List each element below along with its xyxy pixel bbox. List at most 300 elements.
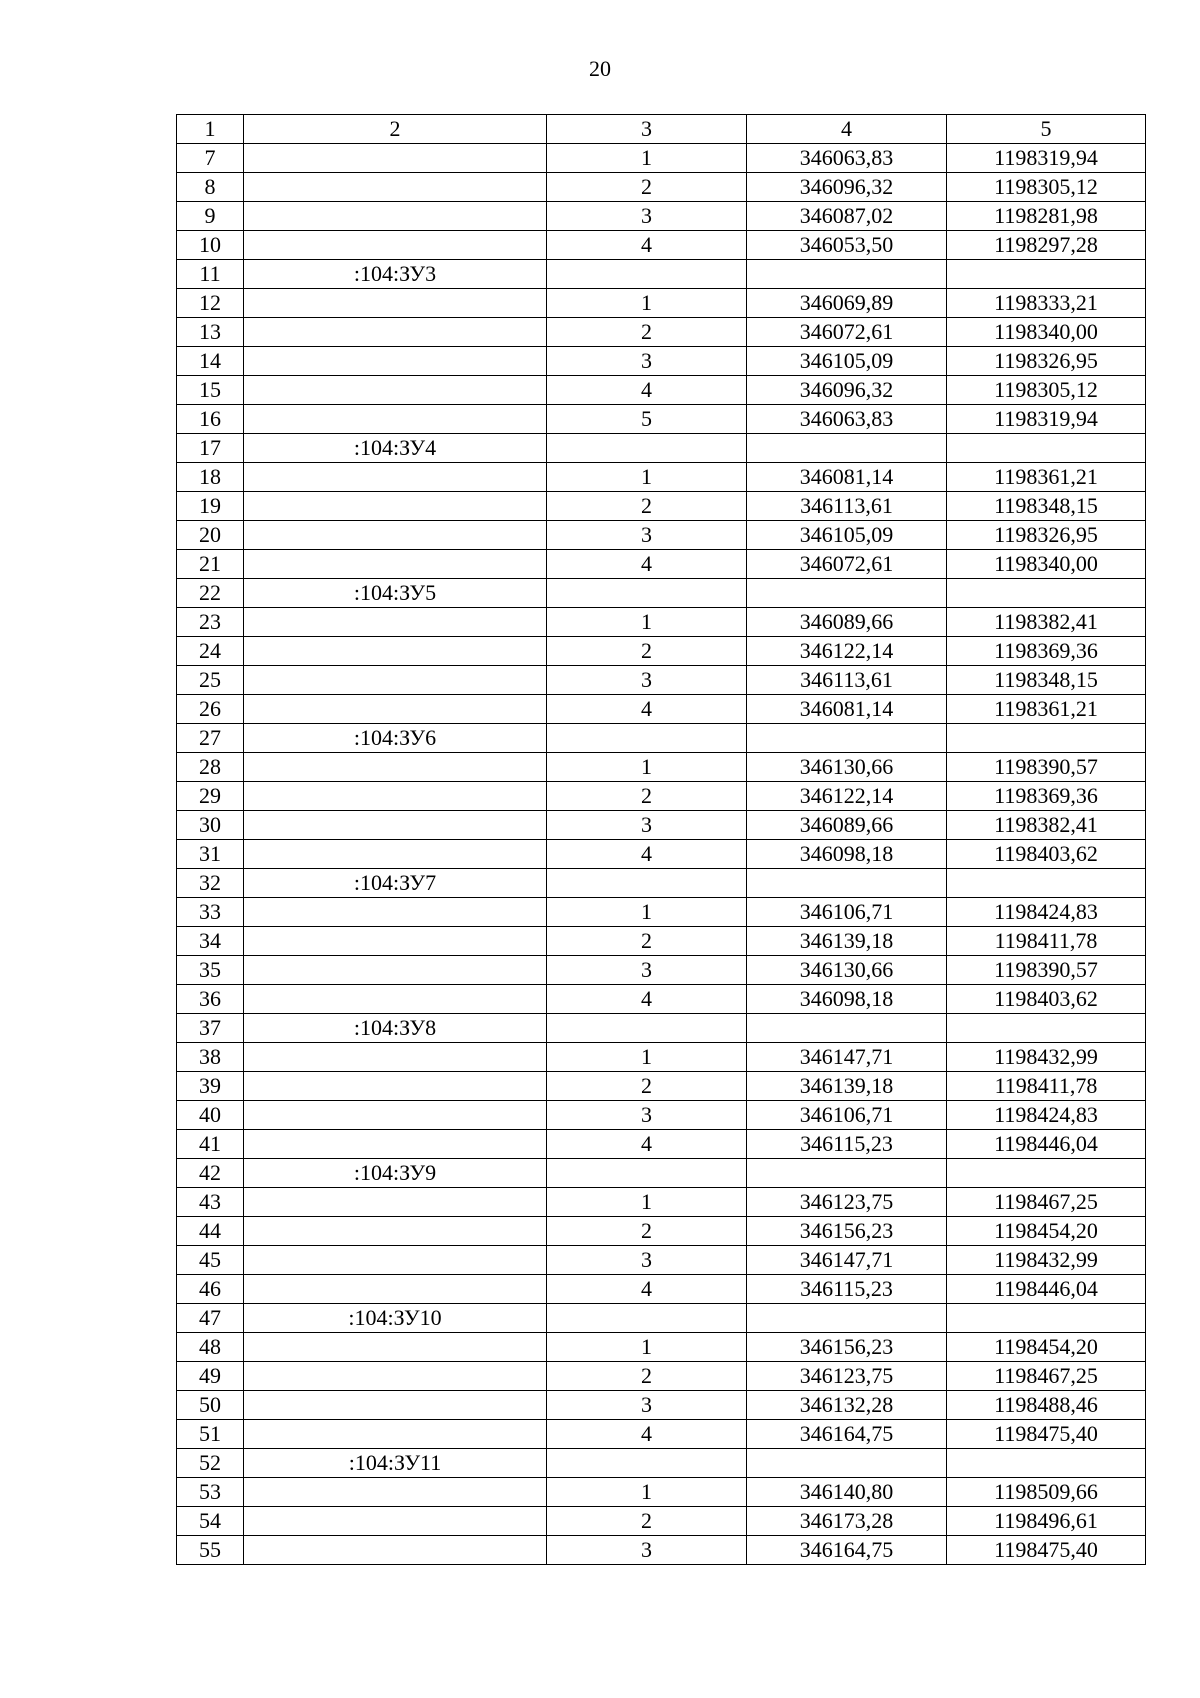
coordinate-x-cell: 346096,32 (747, 376, 947, 405)
coordinate-y-cell: 1198297,28 (947, 231, 1146, 260)
point-number-cell: 4 (547, 695, 747, 724)
table-row (177, 1275, 1146, 1304)
column-header-3: 3 (547, 115, 747, 144)
parcel-label-cell (244, 927, 547, 956)
column-header-4: 4 (747, 115, 947, 144)
coordinate-x-cell: 346072,61 (747, 550, 947, 579)
row-index-cell: 51 (177, 1420, 244, 1449)
table-row (177, 1072, 1146, 1101)
point-number-cell (547, 724, 747, 753)
table-row (177, 898, 1146, 927)
coordinate-x-cell: 346123,75 (747, 1188, 947, 1217)
coordinate-x-cell: 346140,80 (747, 1478, 947, 1507)
coordinate-x-cell: 346139,18 (747, 1072, 947, 1101)
row-index-cell: 40 (177, 1101, 244, 1130)
point-number-cell: 3 (547, 1536, 747, 1565)
parcel-label-cell (244, 376, 547, 405)
row-index-cell: 47 (177, 1304, 244, 1333)
table-row (177, 753, 1146, 782)
coordinate-y-cell: 1198305,12 (947, 376, 1146, 405)
coordinate-y-cell (947, 1159, 1146, 1188)
table-row (177, 1391, 1146, 1420)
row-index-cell: 32 (177, 869, 244, 898)
row-index-cell: 16 (177, 405, 244, 434)
row-index-cell: 8 (177, 173, 244, 202)
coordinate-x-cell: 346156,23 (747, 1217, 947, 1246)
table-row (177, 1217, 1146, 1246)
coordinate-y-cell: 1198348,15 (947, 666, 1146, 695)
coordinate-y-cell: 1198361,21 (947, 695, 1146, 724)
row-index-cell: 26 (177, 695, 244, 724)
table-row (177, 1101, 1146, 1130)
coordinate-y-cell: 1198382,41 (947, 608, 1146, 637)
parcel-label-cell (244, 405, 547, 434)
coordinate-y-cell: 1198369,36 (947, 637, 1146, 666)
coordinate-y-cell (947, 260, 1146, 289)
coordinate-y-cell: 1198403,62 (947, 840, 1146, 869)
row-index-cell: 48 (177, 1333, 244, 1362)
parcel-label-cell (244, 1217, 547, 1246)
parcel-label-cell: :104:ЗУ7 (244, 869, 547, 898)
row-index-cell: 24 (177, 637, 244, 666)
coordinate-x-cell (747, 1014, 947, 1043)
coordinate-x-cell: 346123,75 (747, 1362, 947, 1391)
parcel-label-cell (244, 840, 547, 869)
point-number-cell: 3 (547, 521, 747, 550)
coordinate-y-cell: 1198446,04 (947, 1130, 1146, 1159)
table-row (177, 956, 1146, 985)
coordinate-x-cell: 346105,09 (747, 347, 947, 376)
parcel-label-cell (244, 1130, 547, 1159)
point-number-cell: 3 (547, 1246, 747, 1275)
coordinate-x-cell: 346063,83 (747, 144, 947, 173)
point-number-cell: 2 (547, 1072, 747, 1101)
coordinate-y-cell: 1198446,04 (947, 1275, 1146, 1304)
coordinate-y-cell: 1198340,00 (947, 318, 1146, 347)
coordinate-y-cell: 1198424,83 (947, 898, 1146, 927)
row-index-cell: 42 (177, 1159, 244, 1188)
coordinate-y-cell: 1198369,36 (947, 782, 1146, 811)
coordinate-y-cell: 1198411,78 (947, 927, 1146, 956)
row-index-cell: 12 (177, 289, 244, 318)
coordinate-x-cell: 346122,14 (747, 637, 947, 666)
coordinate-y-cell: 1198432,99 (947, 1043, 1146, 1072)
table-row (177, 1130, 1146, 1159)
point-number-cell: 3 (547, 202, 747, 231)
table-row (177, 724, 1146, 753)
coordinate-x-cell (747, 579, 947, 608)
table-row (177, 347, 1146, 376)
row-index-cell: 52 (177, 1449, 244, 1478)
coordinate-y-cell (947, 724, 1146, 753)
coordinate-y-cell: 1198411,78 (947, 1072, 1146, 1101)
point-number-cell: 2 (547, 1507, 747, 1536)
point-number-cell: 2 (547, 927, 747, 956)
row-index-cell: 38 (177, 1043, 244, 1072)
coordinate-y-cell: 1198509,66 (947, 1478, 1146, 1507)
point-number-cell: 4 (547, 1420, 747, 1449)
row-index-cell: 14 (177, 347, 244, 376)
point-number-cell: 1 (547, 1043, 747, 1072)
coordinate-x-cell: 346122,14 (747, 782, 947, 811)
coordinate-y-cell (947, 434, 1146, 463)
parcel-label-cell (244, 463, 547, 492)
coordinate-y-cell (947, 579, 1146, 608)
point-number-cell: 1 (547, 463, 747, 492)
parcel-label-cell (244, 1362, 547, 1391)
coordinate-x-cell: 346089,66 (747, 811, 947, 840)
coordinate-x-cell: 346173,28 (747, 1507, 947, 1536)
parcel-label-cell (244, 1333, 547, 1362)
parcel-label-cell (244, 695, 547, 724)
row-index-cell: 23 (177, 608, 244, 637)
parcel-label-cell (244, 144, 547, 173)
coordinate-x-cell (747, 1304, 947, 1333)
parcel-label-cell: :104:ЗУ9 (244, 1159, 547, 1188)
coordinate-y-cell: 1198467,25 (947, 1362, 1146, 1391)
coordinate-y-cell: 1198348,15 (947, 492, 1146, 521)
table-row (177, 1478, 1146, 1507)
coordinate-x-cell: 346164,75 (747, 1536, 947, 1565)
row-index-cell: 33 (177, 898, 244, 927)
coordinate-y-cell: 1198390,57 (947, 956, 1146, 985)
row-index-cell: 55 (177, 1536, 244, 1565)
row-index-cell: 15 (177, 376, 244, 405)
point-number-cell: 1 (547, 898, 747, 927)
coordinate-y-cell: 1198319,94 (947, 405, 1146, 434)
coordinate-x-cell (747, 724, 947, 753)
coordinate-x-cell: 346139,18 (747, 927, 947, 956)
table-body (177, 144, 1146, 1565)
coordinate-x-cell: 346130,66 (747, 956, 947, 985)
table-header-row (177, 115, 1146, 144)
row-index-cell: 11 (177, 260, 244, 289)
table-row (177, 173, 1146, 202)
row-index-cell: 39 (177, 1072, 244, 1101)
point-number-cell (547, 579, 747, 608)
coordinate-y-cell: 1198340,00 (947, 550, 1146, 579)
table-row (177, 840, 1146, 869)
row-index-cell: 25 (177, 666, 244, 695)
point-number-cell (547, 1159, 747, 1188)
point-number-cell: 4 (547, 840, 747, 869)
point-number-cell: 3 (547, 811, 747, 840)
parcel-label-cell (244, 1043, 547, 1072)
parcel-label-cell (244, 753, 547, 782)
coordinate-y-cell: 1198326,95 (947, 347, 1146, 376)
table-row (177, 1304, 1146, 1333)
point-number-cell: 1 (547, 1333, 747, 1362)
parcel-label-cell (244, 985, 547, 1014)
parcel-label-cell (244, 521, 547, 550)
row-index-cell: 45 (177, 1246, 244, 1275)
coordinate-x-cell: 346106,71 (747, 898, 947, 927)
point-number-cell: 1 (547, 1188, 747, 1217)
coordinate-y-cell: 1198475,40 (947, 1536, 1146, 1565)
point-number-cell (547, 869, 747, 898)
coordinate-x-cell (747, 1449, 947, 1478)
point-number-cell: 4 (547, 376, 747, 405)
point-number-cell: 4 (547, 985, 747, 1014)
row-index-cell: 28 (177, 753, 244, 782)
parcel-label-cell: :104:ЗУ4 (244, 434, 547, 463)
table-row (177, 376, 1146, 405)
point-number-cell: 1 (547, 144, 747, 173)
table-row (177, 405, 1146, 434)
parcel-label-cell (244, 1246, 547, 1275)
coordinate-x-cell: 346081,14 (747, 695, 947, 724)
coordinate-x-cell: 346130,66 (747, 753, 947, 782)
point-number-cell (547, 1449, 747, 1478)
coordinate-x-cell: 346087,02 (747, 202, 947, 231)
coordinate-y-cell: 1198467,25 (947, 1188, 1146, 1217)
coordinate-x-cell: 346069,89 (747, 289, 947, 318)
coordinate-x-cell: 346072,61 (747, 318, 947, 347)
coordinate-x-cell: 346132,28 (747, 1391, 947, 1420)
table-row (177, 1449, 1146, 1478)
table-row (177, 869, 1146, 898)
coordinate-x-cell: 346063,83 (747, 405, 947, 434)
point-number-cell: 2 (547, 637, 747, 666)
table-row (177, 492, 1146, 521)
point-number-cell: 3 (547, 347, 747, 376)
table-row (177, 260, 1146, 289)
coordinate-x-cell (747, 260, 947, 289)
table-row (177, 1507, 1146, 1536)
row-index-cell: 20 (177, 521, 244, 550)
parcel-label-cell (244, 318, 547, 347)
point-number-cell: 5 (547, 405, 747, 434)
coordinate-x-cell: 346113,61 (747, 666, 947, 695)
row-index-cell: 41 (177, 1130, 244, 1159)
parcel-label-cell (244, 1507, 547, 1536)
table-row (177, 318, 1146, 347)
row-index-cell: 34 (177, 927, 244, 956)
point-number-cell (547, 434, 747, 463)
row-index-cell: 31 (177, 840, 244, 869)
parcel-label-cell (244, 347, 547, 376)
coordinate-x-cell: 346053,50 (747, 231, 947, 260)
parcel-label-cell (244, 956, 547, 985)
row-index-cell: 44 (177, 1217, 244, 1246)
parcel-label-cell (244, 289, 547, 318)
point-number-cell: 2 (547, 1217, 747, 1246)
coordinate-y-cell: 1198382,41 (947, 811, 1146, 840)
point-number-cell: 3 (547, 1391, 747, 1420)
parcel-label-cell: :104:ЗУ10 (244, 1304, 547, 1333)
table-row (177, 1159, 1146, 1188)
parcel-label-cell: :104:ЗУ6 (244, 724, 547, 753)
parcel-label-cell (244, 1101, 547, 1130)
row-index-cell: 50 (177, 1391, 244, 1420)
coordinate-y-cell: 1198390,57 (947, 753, 1146, 782)
table-row (177, 550, 1146, 579)
table-row (177, 1014, 1146, 1043)
coordinate-x-cell: 346115,23 (747, 1130, 947, 1159)
coordinate-y-cell: 1198403,62 (947, 985, 1146, 1014)
table-row (177, 289, 1146, 318)
parcel-label-cell (244, 782, 547, 811)
point-number-cell: 2 (547, 492, 747, 521)
point-number-cell: 3 (547, 956, 747, 985)
parcel-label-cell (244, 637, 547, 666)
parcel-label-cell (244, 173, 547, 202)
table-row (177, 637, 1146, 666)
table-row (177, 811, 1146, 840)
table-row (177, 1333, 1146, 1362)
table-row (177, 1043, 1146, 1072)
parcel-label-cell (244, 1072, 547, 1101)
row-index-cell: 21 (177, 550, 244, 579)
row-index-cell: 27 (177, 724, 244, 753)
table-row (177, 579, 1146, 608)
row-index-cell: 36 (177, 985, 244, 1014)
table-row (177, 144, 1146, 173)
coordinate-y-cell: 1198454,20 (947, 1217, 1146, 1246)
coordinate-y-cell: 1198424,83 (947, 1101, 1146, 1130)
point-number-cell: 3 (547, 666, 747, 695)
coordinate-x-cell: 346147,71 (747, 1246, 947, 1275)
point-number-cell: 2 (547, 173, 747, 202)
coordinate-y-cell: 1198319,94 (947, 144, 1146, 173)
row-index-cell: 19 (177, 492, 244, 521)
parcel-label-cell (244, 1420, 547, 1449)
coordinate-y-cell: 1198281,98 (947, 202, 1146, 231)
point-number-cell: 1 (547, 289, 747, 318)
parcel-label-cell (244, 898, 547, 927)
point-number-cell (547, 260, 747, 289)
coordinate-x-cell: 346096,32 (747, 173, 947, 202)
coordinate-y-cell: 1198305,12 (947, 173, 1146, 202)
table-row (177, 1246, 1146, 1275)
parcel-label-cell: :104:ЗУ11 (244, 1449, 547, 1478)
parcel-label-cell (244, 666, 547, 695)
parcel-label-cell: :104:ЗУ3 (244, 260, 547, 289)
row-index-cell: 22 (177, 579, 244, 608)
parcel-label-cell (244, 1391, 547, 1420)
parcel-label-cell (244, 1478, 547, 1507)
coordinate-y-cell: 1198488,46 (947, 1391, 1146, 1420)
parcel-label-cell (244, 608, 547, 637)
table-row (177, 231, 1146, 260)
column-header-1: 1 (177, 115, 244, 144)
row-index-cell: 53 (177, 1478, 244, 1507)
point-number-cell: 4 (547, 1275, 747, 1304)
table-row (177, 927, 1146, 956)
coordinate-x-cell: 346106,71 (747, 1101, 947, 1130)
table-row (177, 434, 1146, 463)
coordinate-x-cell: 346089,66 (747, 608, 947, 637)
coordinate-y-cell: 1198432,99 (947, 1246, 1146, 1275)
coordinate-y-cell: 1198454,20 (947, 1333, 1146, 1362)
point-number-cell: 2 (547, 318, 747, 347)
point-number-cell: 1 (547, 608, 747, 637)
coordinate-y-cell: 1198333,21 (947, 289, 1146, 318)
coordinate-y-cell (947, 1449, 1146, 1478)
coordinate-x-cell: 346113,61 (747, 492, 947, 521)
coordinate-y-cell: 1198496,61 (947, 1507, 1146, 1536)
row-index-cell: 49 (177, 1362, 244, 1391)
column-header-2: 2 (244, 115, 547, 144)
table-row (177, 985, 1146, 1014)
row-index-cell: 29 (177, 782, 244, 811)
coordinate-x-cell (747, 1159, 947, 1188)
point-number-cell: 1 (547, 1478, 747, 1507)
table-row (177, 463, 1146, 492)
coordinate-x-cell: 346098,18 (747, 985, 947, 1014)
row-index-cell: 7 (177, 144, 244, 173)
table-row (177, 1420, 1146, 1449)
row-index-cell: 46 (177, 1275, 244, 1304)
row-index-cell: 35 (177, 956, 244, 985)
parcel-label-cell (244, 811, 547, 840)
parcel-label-cell (244, 231, 547, 260)
coordinate-x-cell: 346164,75 (747, 1420, 947, 1449)
row-index-cell: 43 (177, 1188, 244, 1217)
table-row (177, 695, 1146, 724)
page-number: 20 (589, 56, 611, 81)
coordinate-x-cell: 346115,23 (747, 1275, 947, 1304)
point-number-cell (547, 1014, 747, 1043)
coordinate-x-cell: 346147,71 (747, 1043, 947, 1072)
row-index-cell: 18 (177, 463, 244, 492)
table-row (177, 782, 1146, 811)
coordinate-y-cell (947, 1014, 1146, 1043)
coordinate-x-cell (747, 869, 947, 898)
row-index-cell: 10 (177, 231, 244, 260)
row-index-cell: 30 (177, 811, 244, 840)
coordinate-y-cell (947, 1304, 1146, 1333)
parcel-label-cell (244, 492, 547, 521)
coordinate-x-cell: 346156,23 (747, 1333, 947, 1362)
coordinate-x-cell: 346105,09 (747, 521, 947, 550)
point-number-cell (547, 1304, 747, 1333)
table-row (177, 1188, 1146, 1217)
point-number-cell: 4 (547, 550, 747, 579)
point-number-cell: 1 (547, 753, 747, 782)
point-number-cell: 3 (547, 1101, 747, 1130)
parcel-label-cell (244, 202, 547, 231)
point-number-cell: 2 (547, 1362, 747, 1391)
table-row (177, 1536, 1146, 1565)
coordinate-y-cell (947, 869, 1146, 898)
table-row (177, 202, 1146, 231)
row-index-cell: 17 (177, 434, 244, 463)
coordinate-x-cell: 346081,14 (747, 463, 947, 492)
coordinate-x-cell (747, 434, 947, 463)
row-index-cell: 37 (177, 1014, 244, 1043)
table-row (177, 608, 1146, 637)
coordinate-y-cell: 1198475,40 (947, 1420, 1146, 1449)
parcel-label-cell (244, 1536, 547, 1565)
parcel-label-cell: :104:ЗУ8 (244, 1014, 547, 1043)
point-number-cell: 4 (547, 231, 747, 260)
table-row (177, 666, 1146, 695)
point-number-cell: 2 (547, 782, 747, 811)
parcel-label-cell: :104:ЗУ5 (244, 579, 547, 608)
table-row (177, 1362, 1146, 1391)
row-index-cell: 9 (177, 202, 244, 231)
coordinate-y-cell: 1198326,95 (947, 521, 1146, 550)
point-number-cell: 4 (547, 1130, 747, 1159)
coordinate-y-cell: 1198361,21 (947, 463, 1146, 492)
coordinates-table (176, 114, 1146, 1565)
parcel-label-cell (244, 550, 547, 579)
parcel-label-cell (244, 1188, 547, 1217)
column-header-5: 5 (947, 115, 1146, 144)
parcel-label-cell (244, 1275, 547, 1304)
table-row (177, 521, 1146, 550)
